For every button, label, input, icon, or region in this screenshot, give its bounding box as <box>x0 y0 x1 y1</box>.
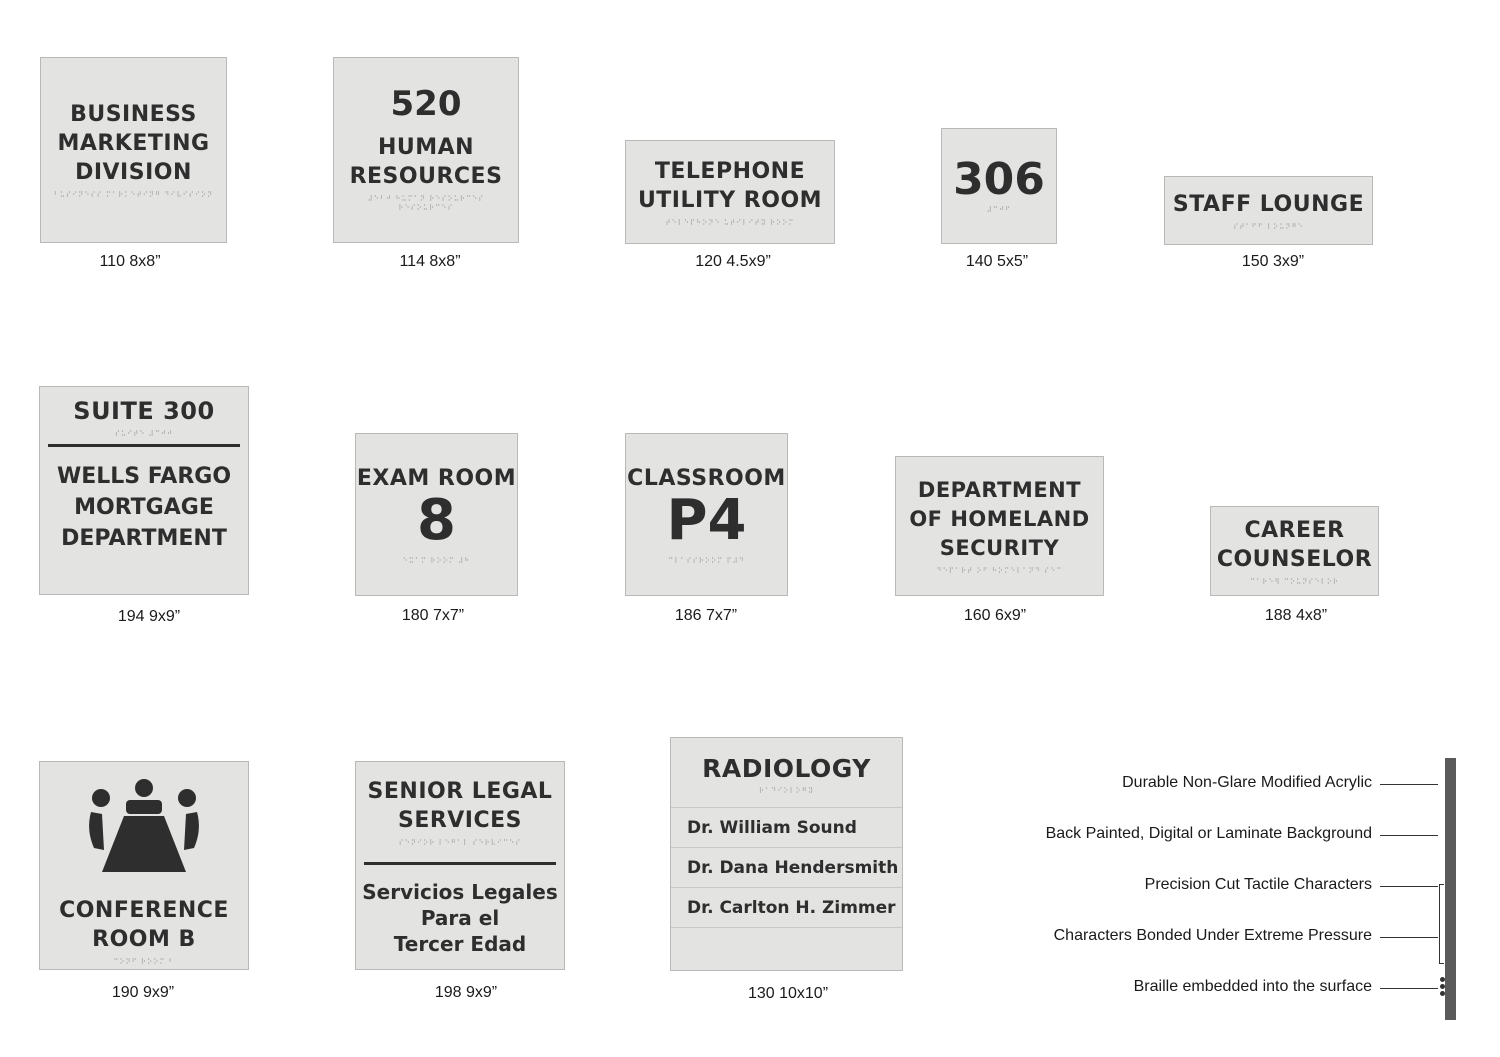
sign-188 <box>1210 506 1379 596</box>
leader-line <box>1380 988 1438 989</box>
caption-140: 140 5x5” <box>965 253 1029 270</box>
tactile-character-profile <box>1439 884 1444 964</box>
braille-text: ⠑⠭⠁⠍ ⠗⠕⠕⠍ ⠼⠓ <box>402 556 471 565</box>
sign-title: EXAM ROOM <box>356 465 517 491</box>
braille-text: ⠼⠉⠚⠋ <box>986 205 1012 214</box>
directory-name: Dr. Carlton H. Zimmer <box>687 897 896 918</box>
caption-190: 190 9x9” <box>111 984 175 1001</box>
sign-120 <box>625 140 835 244</box>
directory-row <box>671 847 902 887</box>
room-number: P4 <box>666 487 747 553</box>
caption-150: 150 3x9” <box>1241 253 1305 270</box>
sign-110 <box>40 57 227 243</box>
conference-table-icon <box>84 778 204 874</box>
sign-140 <box>941 128 1057 244</box>
legend-label: Durable Non-Glare Modified Acrylic <box>1122 774 1372 791</box>
caption-188: 188 4x8” <box>1264 607 1328 624</box>
caption-160: 160 6x9” <box>963 607 1027 624</box>
room-number: 306 <box>953 153 1045 205</box>
sign-180 <box>355 433 518 596</box>
caption-180: 180 7x7” <box>401 607 465 624</box>
sign-150 <box>1164 176 1373 245</box>
caption-110: 110 8x8” <box>99 253 161 270</box>
braille-text: ⠗⠁⠙⠊⠕⠇⠕⠛⠽ <box>758 787 815 795</box>
leader-line <box>1380 937 1438 938</box>
caption-120: 120 4.5x9” <box>695 253 771 270</box>
braille-text: ⠎⠑⠝⠊⠕⠗ ⠇⠑⠛⠁⠇ ⠎⠑⠗⠧⠊⠉⠑⠎ <box>398 839 522 847</box>
sign-186 <box>625 433 788 596</box>
caption-186: 186 7x7” <box>674 607 738 624</box>
legend-label: Characters Bonded Under Extreme Pressure <box>1053 927 1372 944</box>
directory-name: Dr. William Sound <box>687 817 857 838</box>
directory-name: Dr. Dana Hendersmith <box>687 857 899 878</box>
braille-text: ⠉⠁⠗⠑⠻ ⠉⠕⠥⠝⠎⠑⠇⠕⠗ <box>1249 577 1339 586</box>
legend-label: Precision Cut Tactile Characters <box>1144 876 1372 893</box>
sign-title: TELEPHONE UTILITY ROOM <box>637 158 823 213</box>
braille-text: ⠼⠑⠃⠚ ⠓⠥⠍⠁⠝ ⠗⠑⠎⠕⠥⠗⠉⠑⠎ ⠗⠑⠎⠕⠥⠗⠉⠑⠎ <box>367 195 485 212</box>
sign-114 <box>333 57 519 243</box>
braille-dot-profile <box>1440 977 1446 999</box>
leader-line <box>1380 886 1438 887</box>
room-number: 8 <box>417 487 456 553</box>
sign-160 <box>895 456 1104 596</box>
leader-line <box>1380 784 1438 785</box>
sign-title: DEPARTMENT OF HOMELAND SECURITY <box>909 478 1090 560</box>
sign-subtitle: WELLS FARGO MORTGAGE DEPARTMENT <box>56 464 232 551</box>
room-number: 520 <box>390 84 462 124</box>
leader-line <box>1380 835 1438 836</box>
sign-subtitle: Servicios Legales Para el Tercer Edad <box>362 880 558 956</box>
sign-title: SUITE 300 <box>73 397 215 425</box>
caption-130: 130 10x10” <box>747 985 829 1002</box>
sign-title: CLASSROOM <box>627 465 786 491</box>
braille-text: ⠎⠞⠁⠋⠋ ⠇⠕⠥⠝⠛⠑ <box>1233 222 1304 231</box>
directory-row-empty <box>671 927 902 971</box>
sign-130 <box>670 737 903 971</box>
sign-title: SENIOR LEGAL SERVICES <box>367 779 553 833</box>
braille-text: ⠃⠥⠎⠊⠝⠑⠎⠎ ⠍⠁⠗⠅⠑⠞⠊⠝⠛ ⠙⠊⠧⠊⠎⠊⠕⠝ <box>53 191 214 199</box>
sign-title: RADIOLOGY <box>702 754 871 783</box>
divider <box>48 444 240 447</box>
divider <box>364 862 556 865</box>
braille-text: ⠞⠑⠇⠑⠏⠓⠕⠝⠑ ⠥⠞⠊⠇⠊⠞⠽ ⠗⠕⠕⠍ <box>665 218 795 227</box>
legend-label: Braille embedded into the surface <box>1133 978 1372 995</box>
sign-title: CONFERENCE ROOM B <box>59 898 229 952</box>
sign-194 <box>39 386 249 595</box>
caption-198: 198 9x9” <box>434 984 498 1001</box>
directory-row <box>671 887 902 927</box>
caption-114: 114 8x8” <box>399 253 461 270</box>
sign-190 <box>39 761 249 970</box>
braille-text: ⠉⠇⠁⠎⠎⠗⠕⠕⠍ ⠏⠼⠙ <box>668 556 745 565</box>
braille-text: ⠙⠑⠏⠁⠗⠞ ⠕⠋ ⠓⠕⠍⠑⠇⠁⠝⠙ ⠎⠑⠉ <box>936 567 1063 575</box>
sign-title: BUSINESS MARKETING DIVISION <box>57 102 210 185</box>
braille-text: ⠎⠥⠊⠞⠑ ⠼⠉⠚⠚ <box>114 430 174 438</box>
sign-title: HUMAN RESOURCES <box>349 135 503 189</box>
sign-title: CAREER COUNSELOR <box>1216 517 1373 572</box>
sign-cross-section <box>1445 758 1456 1020</box>
braille-text: ⠉⠕⠝⠋ ⠗⠕⠕⠍ ⠃ <box>113 958 175 966</box>
sign-title: STAFF LOUNGE <box>1172 191 1365 217</box>
caption-194: 194 9x9” <box>117 608 181 625</box>
legend-label: Back Painted, Digital or Laminate Background <box>1045 825 1372 842</box>
sign-198 <box>355 761 565 970</box>
directory-row <box>671 807 902 847</box>
